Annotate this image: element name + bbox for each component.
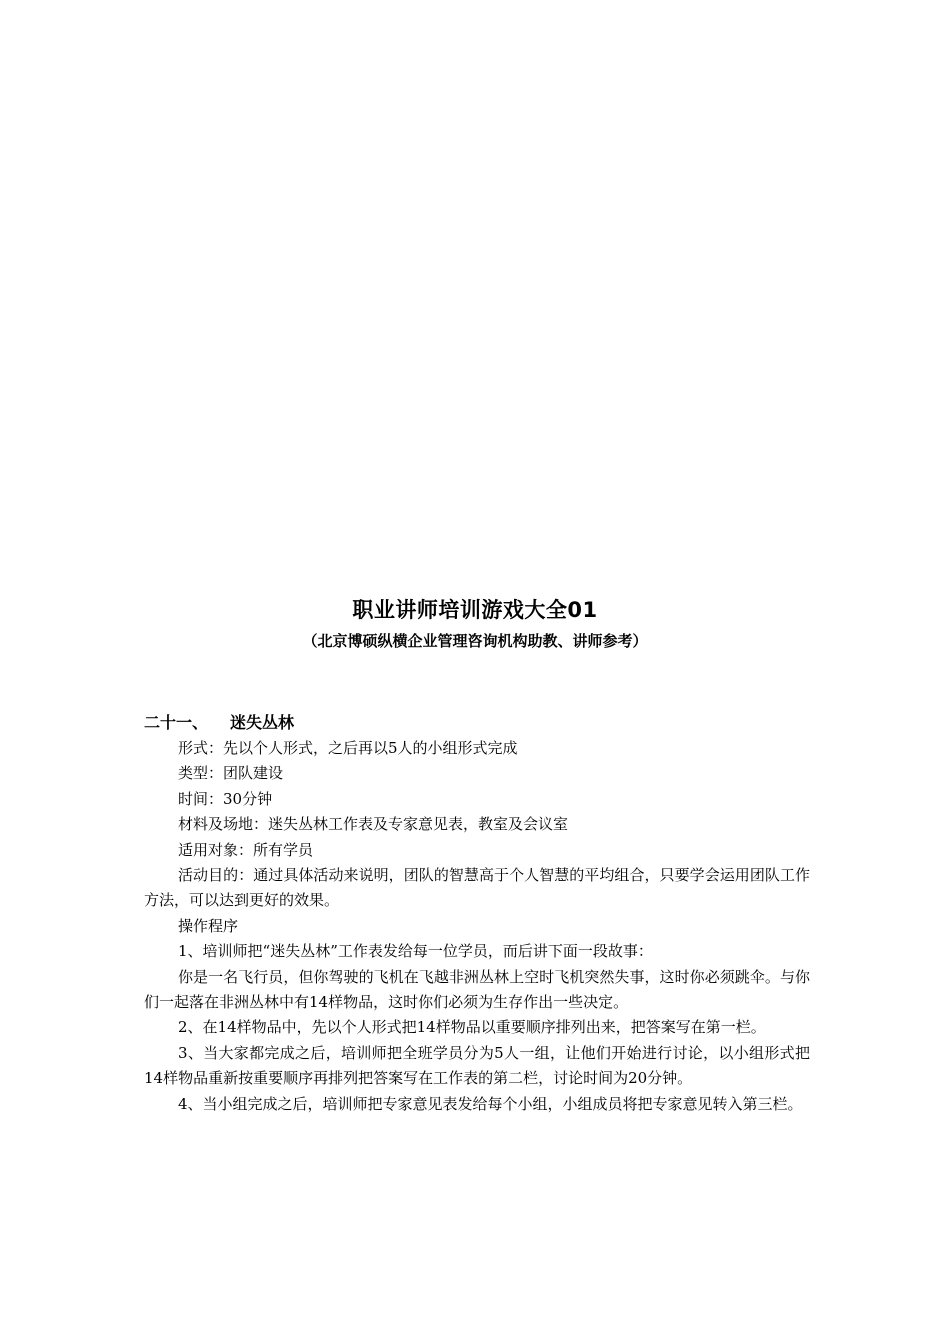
paragraph-audience: 适用对象：所有学员 (178, 840, 314, 859)
paragraph-step-2: 2、在14样物品中，先以个人形式把14样物品以重要顺序排列出来，把答案写在第一栏。 (178, 1018, 766, 1037)
section-number: 二十一、 (144, 713, 209, 732)
paragraph-materials: 材料及场地：迷失丛林工作表及专家意见表，教室及会议室 (178, 815, 569, 834)
paragraph-step-3: 3、当大家都完成之后，培训师把全班学员分为5人一组，让他们开始进行讨论，以小组形式把14样物品重新按重要顺序再排列把答案写在工作表的第二栏，讨论时间为20分钟。 (144, 1043, 810, 1088)
document-title: 职业讲师培训游戏大全01 (352, 598, 598, 622)
paragraph-type: 类型：团队建设 (178, 764, 284, 783)
title-block (0, 592, 950, 654)
paragraph-procedure-heading: 操作程序 (178, 916, 239, 935)
section-heading (144, 710, 810, 736)
section-content (144, 710, 810, 1117)
paragraph-purpose: 活动目的：通过具体活动来说明，团队的智慧高于个人智慧的平均组合，只要学会运用团队工作方法，可以达到更好的效果。 (144, 866, 810, 910)
paragraph-time: 时间：30分钟 (178, 789, 273, 808)
section-name: 迷失丛林 (230, 713, 295, 732)
paragraph-format: 形式：先以个人形式，之后再以5人的小组形式完成 (178, 739, 518, 757)
paragraph-step-4: 4、当小组完成之后，培训师把专家意见表发给每个小组，小组成员将把专家意见转入第三栏。 (178, 1094, 803, 1113)
document-subtitle: （北京博硕纵横企业管理咨询机构助教、讲师参考） (302, 632, 648, 650)
paragraph-story: 你是一名飞行员，但你驾驶的飞机在飞越非洲丛林上空时飞机突然失事，这时你必须跳伞。与你们一起落在非洲丛林中有14样物品，这时你们必须为生存作出一些决定。 (144, 967, 810, 1012)
paragraph-step-1: 1、培训师把“迷失丛林”工作表发给每一位学员，而后讲下面一段故事： (178, 942, 653, 961)
